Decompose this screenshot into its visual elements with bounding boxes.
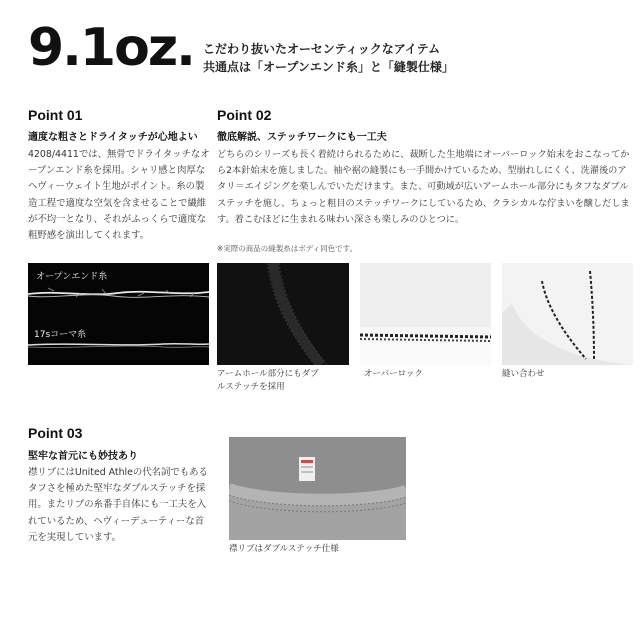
seam-caption: 縫い合わせ <box>502 369 545 379</box>
point1-body: 4208/4411では、無骨でドライタッチなオープンエンド糸を採用。シャリ感と肉厚なヘヴィーウェイト生地がポイント。糸の製造工程で適度な空気を含ませることで繊維が不均一となり、それがふっくらで適度な粗野感を演出してくれます。 <box>28 149 210 242</box>
point2-note: ※実際の商品の縫製糸はボディ同色です。 <box>217 244 358 253</box>
overlock-photo <box>360 263 491 365</box>
collar-rib-caption: 襟リブはダブルステッチ仕様 <box>229 544 339 554</box>
armhole-caption: アームホール部分にもダブルステッチを採用 <box>217 369 319 392</box>
armhole-photo <box>217 263 349 365</box>
point1-subtitle: 適度な粗さとドライタッチが心地よい <box>28 132 198 143</box>
point3-body: 襟リブにはUnited Athleの代名詞でもあるタフさを極めた堅牢なダブルステッチを採用。またリブの糸番手自体にも一工夫を入れているため、ヘヴィーデューティーな首元を実現しています。 <box>28 467 208 543</box>
point1-label: Point 01 <box>28 107 83 123</box>
tagline <box>203 40 454 76</box>
collar-rib-photo <box>229 437 406 540</box>
yarn-label-open-end: オープンエンド糸 <box>36 272 108 282</box>
headline-weight: 9.1oz. <box>28 18 194 78</box>
point2-body: どちらのシリーズも長く着続けられるために、裁断した生地端にオーバーロック始末をおこなってから2本針始末を施しました。袖や裾の縫製にも一手間かけているため、型崩れしにくく、洗濯後のアタリ＝エイジングを楽しんでいただけます。また、可動域が広いアームホール部分にもタフなダブルステッチを施し、ちょっと粗目のステッチワークにしているため、クラシカルな佇まいを醸しだします。着こむほどに生まれる味わい深さも楽しみのひとつに。 <box>217 149 630 225</box>
yarn-comparison-photo <box>28 263 209 365</box>
point3-label: Point 03 <box>28 425 83 441</box>
seam-photo <box>502 263 633 365</box>
overlock-caption: オーバーロック <box>364 369 423 379</box>
seam-stitch-illustration <box>502 263 633 365</box>
armhole-stitch-illustration <box>217 263 349 365</box>
tagline-line-1: こだわり抜いたオーセンティックなアイテム <box>203 42 441 56</box>
tagline-line-2: 共通点は「オープンエンド糸」と「縫製仕様」 <box>203 60 454 74</box>
point2-subtitle: 徹底解説、ステッチワークにも一工夫 <box>217 132 387 143</box>
collar-rib-illustration <box>229 437 406 540</box>
overlock-stitch-illustration <box>360 263 491 365</box>
yarn-label-combed: 17sコーマ糸 <box>34 330 87 340</box>
point3-subtitle: 堅牢な首元にも妙技あり <box>28 451 138 462</box>
point2-label: Point 02 <box>217 107 272 123</box>
